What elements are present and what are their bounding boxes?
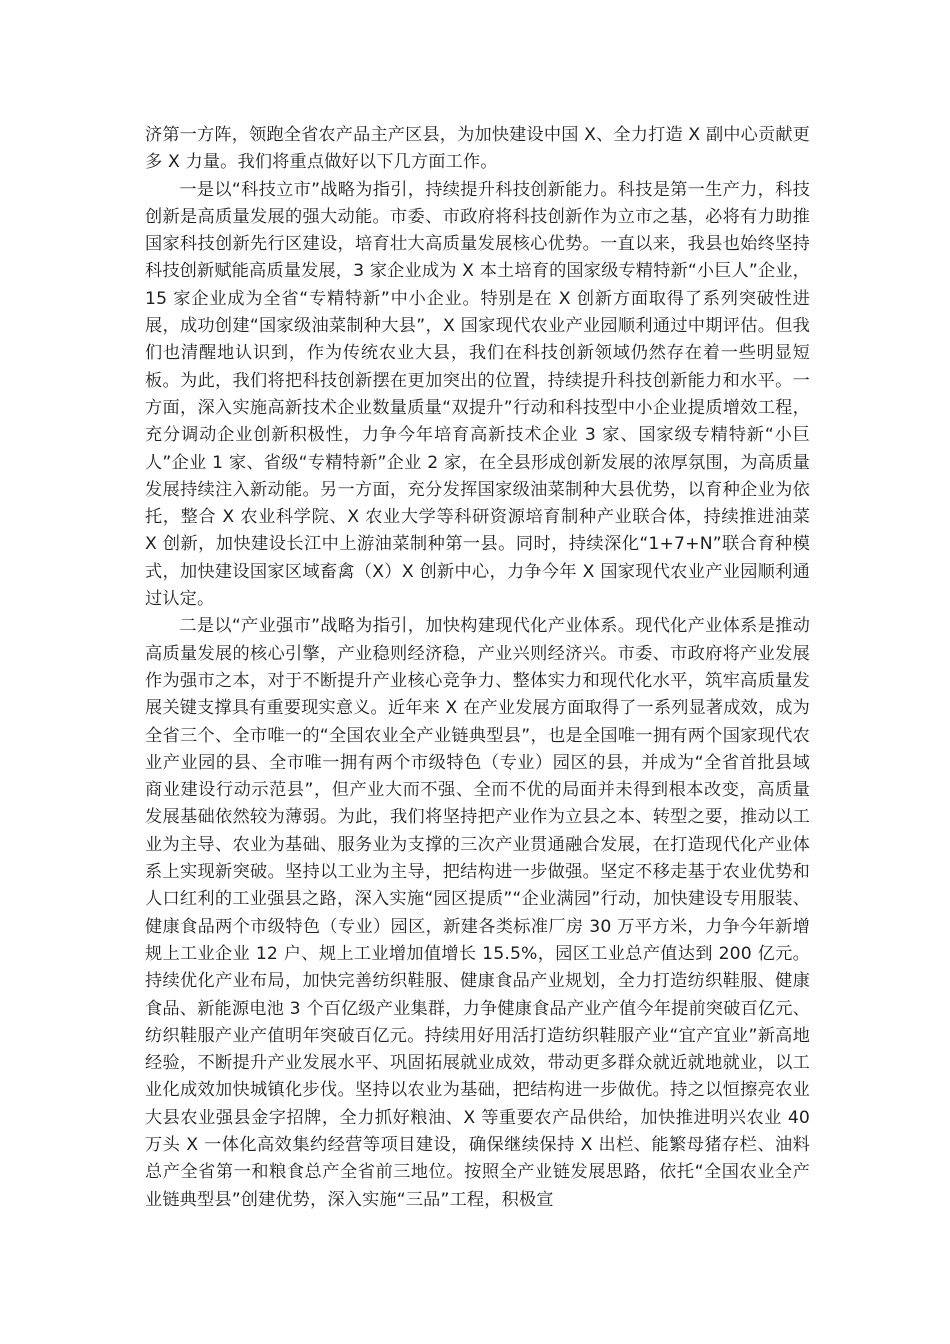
document-body: [145, 122, 810, 1214]
paragraph-technology-strategy: 一是以“科技立市”战略为指引，持续提升科技创新能力。科技是第一生产力，科技创新是高质量发展的强大动能。市委、市政府将科技创新作为立市之基，必将有力助推国家科技创新先行区建设，培育壮大高质量发展核心优势。一直以来，我县也始终坚持科技创新赋能高质量发展，3 家企业成为 X 本土培育的国家级专精特新“小巨人”企业，15 家企业成为全省“专精特新”中小企业。特别是在 X 创新方面取得了系列突破性进展，成功创建“国家级油菜制种大县”，X 国家现代农业产业园顺利通过中期评估。但我们也清醒地认识到，作为传统农业大县，我们在科技创新领域仍然存在着一些明显短板。为此，我们将把科技创新摆在更加突出的位置，持续提升科技创新能力和水平。一方面，深入实施高新技术企业数量质量“双提升”行动和科技型中小企业提质增效工程，充分调动企业创新积极性，力争今年培育高新技术企业 3 家、国家级专精特新“小巨人”企业 1 家、省级“专精特新”企业 2 家，在全县形成创新发展的浓厚氛围，为高质量发展持续注入新动能。另一方面，充分发挥国家级油菜制种大县优势，以育种企业为依托，整合 X 农业科学院、X 农业大学等科研资源培育制种产业联合体，持续推进油菜 X 创新，加快建设长江中上游油菜制种第一县。同时，持续深化“1+7+N”联合育种模式，加快建设国家区域畜禽（X）X 创新中心，力争今年 X 国家现代农业产业园顺利通过认定。: [145, 179, 810, 610]
paragraph-industry-strategy: 二是以“产业强市”战略为指引，加快构建现代化产业体系。现代化产业体系是推动高质量发展的核心引擎，产业稳则经济稳，产业兴则经济兴。市委、市政府将产业发展作为强市之本，对于不断提升产业核心竞争力、整体实力和现代化水平，筑牢高质量发展关键支撑具有重要现实意义。近年来 X 在产业发展方面取得了一系列显著成效，成为全省三个、全市唯一的“全国农业全产业链典型县”，也是全国唯一拥有两个国家现代农业产业园的县、全市唯一拥有两个市级特色（专业）园区的县，并成为“全省首批县域商业建设行动示范县”，但产业大而不强、全而不优的局面并未得到根本改变，高质量发展基础依然较为薄弱。为此，我们将坚持把产业作为立县之本、转型之要，推动以工业为主导、农业为基础、服务业为支撑的三次产业贯通融合发展，在打造现代化产业体系上实现新突破。坚持以工业为主导，把结构进一步做强。坚定不移走基于农业优势和人口红利的工业强县之路，深入实施“园区提质”“企业满园”行动，加快建设专用服装、健康食品两个市级特色（专业）园区，新建各类标准厂房 30 万平方米，力争今年新增规上工业企业 12 户、规上工业增加值增长 15.5%，园区工业总产值达到 200 亿元。持续优化产业布局，加快完善纺织鞋服、健康食品产业规划，全力打造纺织鞋服、健康食品、新能源电池 3 个百亿级产业集群，力争健康食品产业产值今年提前突破百亿元、纺织鞋服产业产值明年突破百亿元。持续用好用活打造纺织鞋服产业“宜产宜业”新高地经验，不断提升产业发展水平、巩固拓展就业成效，带动更多群众就近就地就业，以工业化成效加快城镇化步伐。坚持以农业为基础，把结构进一步做优。持之以恒擦亮农业大县农业强县金字招牌，全力抓好粮油、X 等重要农产品供给，加快推进明兴农业 40 万头 X 一体化高效集约经营等项目建设，确保继续保持 X 出栏、能繁母猪存栏、油料总产全省第一和粮食总产全省前三地位。按照全产业链发展思路，依托“全国农业全产业链典型县”创建优势，深入实施“三品”工程，积极宣: [145, 616, 810, 1210]
paragraph-intro-continuation: 济第一方阵，领跑全省农产品主产区县，为加快建设中国 X、全力打造 X 副中心贡献更多 X 力量。我们将重点做好以下几方面工作。: [145, 125, 810, 173]
